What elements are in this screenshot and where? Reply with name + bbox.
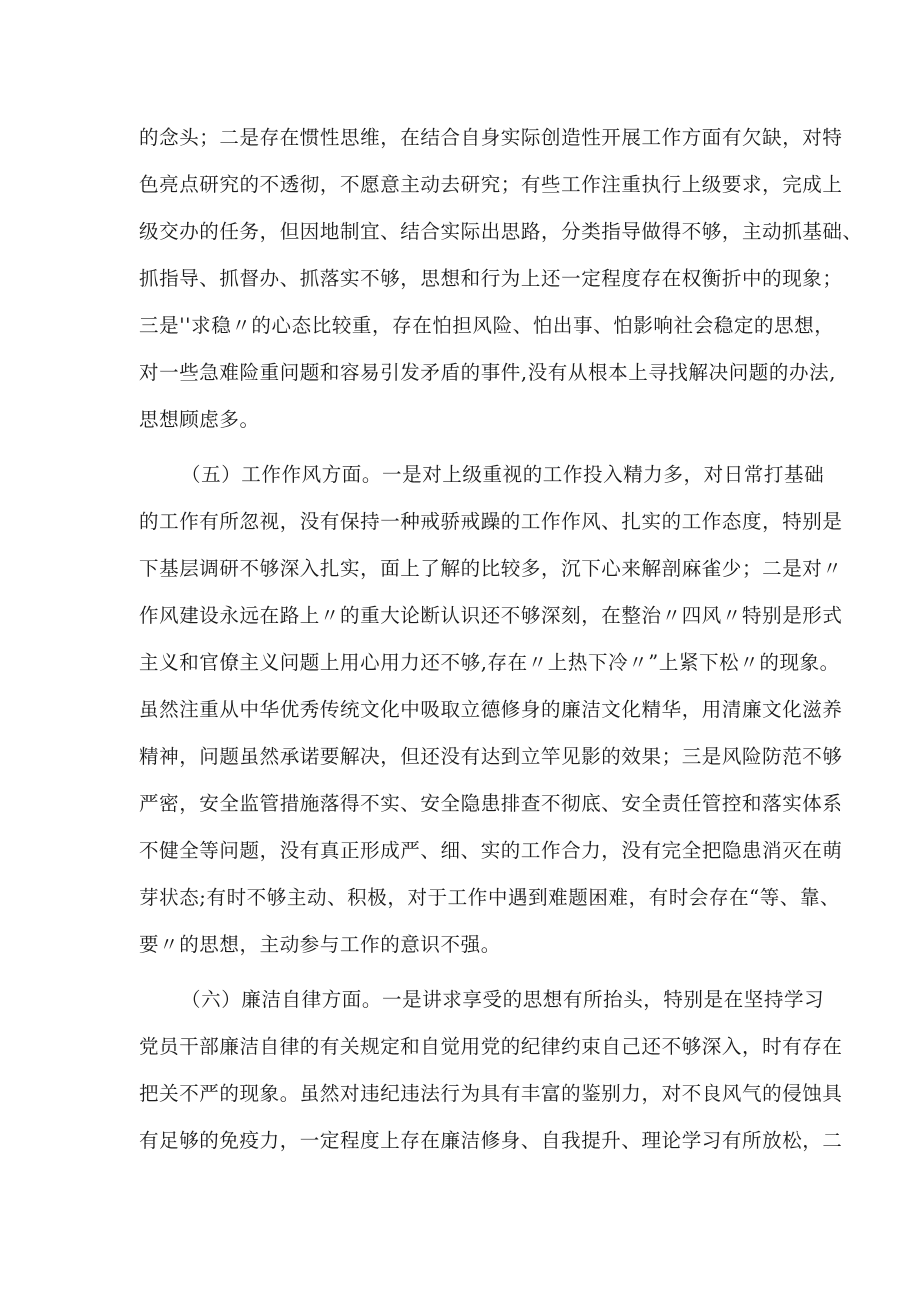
text-line: 党员干部廉洁自律的有关规定和自觉用党的纪律约束自己还不够深入，时有存在	[139, 1035, 843, 1058]
text-line: 有足够的免疫力，一定程度上存在廉洁修身、自我提升、理论学习有所放松，二	[139, 1129, 843, 1152]
text-line: 级交办的任务，但因地制宜、结合实际出思路，分类指导做得不够，主动抓基础、	[139, 220, 863, 243]
text-line: 主义和官僚主义问题上用心用力还不够,存在〃上热下冷〃”上紧下松〃的现象。	[139, 651, 840, 674]
text-line: 不健全等问题，没有真正形成严、细、实的工作合力，没有完全把隐患消灭在萌	[139, 839, 843, 862]
section-heading-line: （六）廉洁自律方面。一是讲求享受的思想有所抬头，特别是在坚持学习	[181, 988, 825, 1011]
text-line: 精神，问题虽然承诺要解决，但还没有达到立竿见影的效果；三是风险防范不够	[139, 745, 843, 768]
text-line: 色亮点研究的不透彻，不愿意主动去研究；有些工作注重执行上级要求，完成上	[139, 173, 843, 196]
text-line: 下基层调研不够深入扎实，面上了解的比较多，沉下心来解剖麻雀少；二是对〃	[139, 557, 843, 580]
text-line: 抓指导、抓督办、抓落实不够，思想和行为上还一定程度存在权衡折中的现象；	[139, 267, 843, 290]
text-line: 的工作有所忽视，没有保持一种戒骄戒躁的工作作风、扎实的工作态度，特别是	[139, 510, 843, 533]
text-line: 作风建设永远在路上〃的重大论断认识还不够深刻，在整治〃四风〃特别是形式	[139, 604, 843, 627]
text-line: 思想顾虑多。	[139, 408, 260, 431]
text-line: 要〃的思想，主动参与工作的意识不强。	[139, 933, 501, 956]
text-line: 三是''求稳〃的心态比较重，存在怕担风险、怕出事、怕影响社会稳定的思想，	[139, 314, 835, 337]
text-line: 芽状态;有时不够主动、积极，对于工作中遇到难题困难，有时会存在“等、靠、	[139, 886, 841, 909]
text-line: 严密，安全监管措施落得不实、安全隐患排查不彻底、安全责任管控和落实体系	[139, 792, 843, 815]
text-line: 的念头；二是存在惯性思维，在结合自身实际创造性开展工作方面有欠缺，对特	[139, 126, 843, 149]
section-heading-line: （五）工作作风方面。一是对上级重视的工作投入精力多，对日常打基础	[181, 463, 825, 486]
text-line: 对一些急难险重问题和容易引发矛盾的事件,没有从根本上寻找解决问题的办法,	[139, 361, 836, 384]
text-line: 虽然注重从中华优秀传统文化中吸取立德修身的廉洁文化精华，用清廉文化滋养	[139, 698, 843, 721]
text-line: 把关不严的现象。虽然对违纪违法行为具有丰富的鉴别力，对不良风气的侵蚀具	[139, 1082, 843, 1105]
